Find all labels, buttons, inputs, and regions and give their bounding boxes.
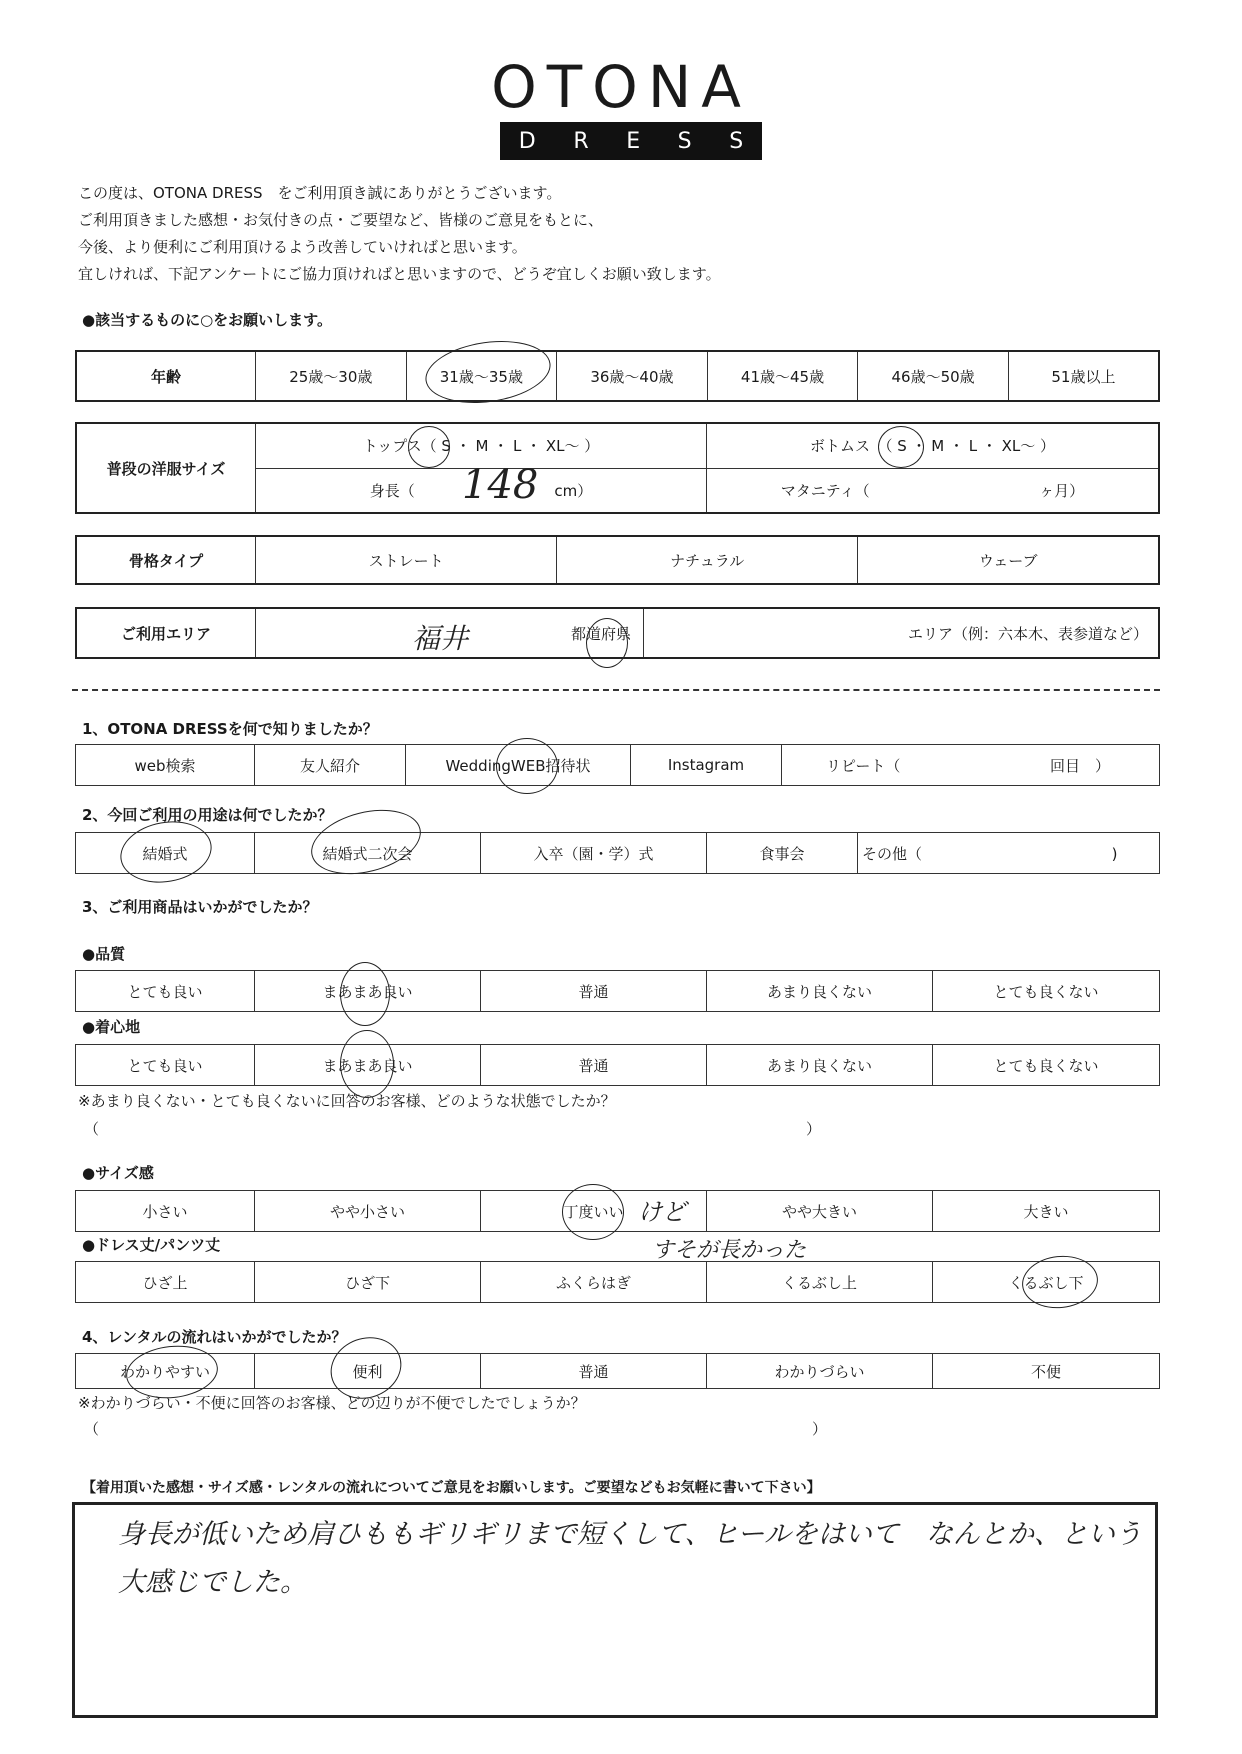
mark-circle xyxy=(340,962,390,1026)
comfort-option[interactable]: とても良くない xyxy=(933,1045,1160,1086)
q2-option[interactable]: 入卒（園・学）式 xyxy=(481,833,707,874)
logo-letter: D xyxy=(518,128,536,154)
length-option[interactable]: ひざ上 xyxy=(76,1262,255,1303)
mark-circle xyxy=(115,814,216,889)
size-label: 普段の洋服サイズ xyxy=(76,423,256,513)
q3-title: 3、ご利用商品はいかがでしたか？ xyxy=(82,898,318,916)
length-table xyxy=(75,1261,1160,1303)
mark-circle xyxy=(408,426,450,468)
length-option[interactable]: ふくらはぎ xyxy=(481,1262,707,1303)
q4-answer-close: ） xyxy=(812,1420,828,1438)
length-option[interactable]: くるぶし上 xyxy=(707,1262,933,1303)
maternity-prefix: マタニティ（ xyxy=(780,481,870,500)
logo-letter: E xyxy=(626,128,641,154)
body-type-option[interactable]: ナチュラル xyxy=(557,536,858,584)
intro-line: この度は、OTONA DRESS をご利用頂き誠にありがとうございます。 xyxy=(78,184,562,202)
maternity-field[interactable] xyxy=(707,468,1160,513)
section-divider xyxy=(72,689,1160,691)
handwritten-fit-note: けど xyxy=(638,1198,686,1226)
intro-line: 今後、より便利にご利用頂けるよう改善していければと思います。 xyxy=(78,238,527,256)
comfort-label: ●着心地 xyxy=(82,1018,141,1036)
other-close: ) xyxy=(1111,844,1118,863)
quality-option[interactable]: とても良い xyxy=(76,971,255,1012)
age-table xyxy=(75,350,1160,402)
fit-option[interactable]: やや大きい xyxy=(707,1191,933,1232)
handwritten-prefecture: 福井 xyxy=(412,622,469,655)
q4-option[interactable]: わかりづらい xyxy=(707,1354,933,1389)
comfort-option[interactable]: あまり良くない xyxy=(707,1045,933,1086)
q4-answer-open: （ xyxy=(84,1420,100,1438)
q1-option[interactable]: Instagram xyxy=(631,745,782,786)
fit-option[interactable]: やや小さい xyxy=(255,1191,481,1232)
size-table xyxy=(75,422,1160,514)
repeat-count-label: 回目 ） xyxy=(1049,756,1110,775)
q2-table xyxy=(75,832,1160,874)
intro-line: ご利用頂きました感想・お気付きの点・ご要望など、皆様のご意見をもとに、 xyxy=(78,211,604,229)
body-type-label: 骨格タイプ xyxy=(76,536,256,584)
quality-option[interactable]: 普通 xyxy=(481,971,707,1012)
q1-table xyxy=(75,744,1160,786)
q2-title: 2、今回ご利用の用途は何でしたか？ xyxy=(82,806,333,824)
quality-table xyxy=(75,970,1160,1012)
length-label: ●ドレス丈/パンツ丈 xyxy=(82,1236,221,1254)
q4-table xyxy=(75,1353,1160,1389)
age-option[interactable]: 31歳～35歳 xyxy=(406,351,557,401)
bottoms-size[interactable]: ボトムス （ S ・ M ・ L ・ XL～ ） xyxy=(707,423,1160,468)
q1-option[interactable]: WeddingWEB招待状 xyxy=(406,745,631,786)
handwritten-comment-line1: 身長が低いため肩ひももギリギリまで短くして、ヒールをはいて なんとか、という xyxy=(118,1519,1142,1550)
body-type-option[interactable]: ウェーブ xyxy=(858,536,1159,584)
age-option[interactable]: 51歳以上 xyxy=(1008,351,1159,401)
fit-label: ●サイズ感 xyxy=(82,1164,154,1182)
comment-title: 【着用頂いた感想・サイズ感・レンタルの流れについてご意見をお願いします。ご要望などもお気軽に書いて下さい】 xyxy=(82,1480,821,1496)
other-label: その他（ xyxy=(862,844,923,863)
comfort-answer-open: （ xyxy=(84,1120,100,1138)
comfort-option[interactable]: 普通 xyxy=(481,1045,707,1086)
mark-circle xyxy=(496,738,558,794)
fit-option[interactable]: 丁度いい xyxy=(481,1191,707,1232)
comfort-note: ※あまり良くない・とても良くないに回答のお客様、どのような状態でしたか？ xyxy=(78,1092,616,1110)
handwritten-height: 148 xyxy=(462,462,539,508)
age-option[interactable]: 46歳～50歳 xyxy=(858,351,1009,401)
quality-option[interactable]: あまり良くない xyxy=(707,971,933,1012)
height-suffix: cm） xyxy=(554,481,593,500)
maternity-suffix: ヶ月） xyxy=(1039,481,1085,500)
body-type-table xyxy=(75,535,1160,585)
prefecture-suffix: 都道府県 xyxy=(570,624,631,643)
quality-option[interactable]: まあまあ良い xyxy=(255,971,481,1012)
quality-label: ●品質 xyxy=(82,945,126,963)
q1-title: 1、OTONA DRESSを何で知りましたか？ xyxy=(82,720,378,738)
age-label: 年齢 xyxy=(76,351,256,401)
age-option[interactable]: 36歳～40歳 xyxy=(557,351,708,401)
q1-option[interactable]: web検索 xyxy=(76,745,255,786)
comfort-option[interactable]: とても良い xyxy=(76,1045,255,1086)
q4-option[interactable]: 不便 xyxy=(933,1354,1160,1389)
q1-option-repeat[interactable] xyxy=(782,745,1160,786)
intro-text xyxy=(78,180,721,288)
logo-letter: S xyxy=(729,128,744,154)
comfort-table xyxy=(75,1044,1160,1086)
q4-option[interactable]: 普通 xyxy=(481,1354,707,1389)
quality-option[interactable]: とても良くない xyxy=(933,971,1160,1012)
fit-option[interactable]: 小さい xyxy=(76,1191,255,1232)
q4-option[interactable]: わかりやすい xyxy=(76,1354,255,1389)
length-option[interactable]: くるぶし下 xyxy=(933,1262,1160,1303)
mark-circle xyxy=(878,426,924,468)
logo-letter: R xyxy=(573,128,589,154)
area-label: ご利用エリア xyxy=(76,608,256,658)
age-option[interactable]: 25歳～30歳 xyxy=(256,351,407,401)
comfort-answer-close: ） xyxy=(806,1120,822,1138)
q4-title: 4、レンタルの流れはいかがでしたか？ xyxy=(82,1328,347,1346)
height-prefix: 身長（ xyxy=(369,481,415,500)
mark-circle xyxy=(586,618,628,668)
fit-option[interactable]: 大きい xyxy=(933,1191,1160,1232)
mark-circle xyxy=(340,1030,394,1098)
comfort-option[interactable]: まあまあ良い xyxy=(255,1045,481,1086)
q4-option[interactable]: 便利 xyxy=(255,1354,481,1389)
logo-letter: S xyxy=(677,128,692,154)
q2-option[interactable]: 結婚式 xyxy=(76,833,255,874)
q1-option[interactable]: 友人紹介 xyxy=(255,745,406,786)
handwritten-length-note: すそが長かった xyxy=(652,1238,807,1263)
tops-size[interactable]: トップス（ S ・ M ・ L ・ XL～ ） xyxy=(256,423,707,468)
q2-option-other[interactable] xyxy=(858,833,1160,874)
q4-note: ※わかりづらい・不便に回答のお客様、どの辺りが不便でしたでしょうか？ xyxy=(78,1394,586,1412)
age-option[interactable]: 41歳～45歳 xyxy=(707,351,858,401)
instruction: ●該当するものに○をお願いします。 xyxy=(82,311,332,329)
body-type-option[interactable]: ストレート xyxy=(256,536,557,584)
handwritten-comment-line2: 大感じでした。 xyxy=(118,1567,307,1598)
repeat-label: リピート（ xyxy=(826,756,901,775)
brand-logo: OTONA xyxy=(491,53,751,121)
area-field[interactable]: エリア（例：六本木、表参道など） xyxy=(644,608,1160,658)
length-option[interactable]: ひざ下 xyxy=(255,1262,481,1303)
brand-logo-sub xyxy=(500,122,762,160)
q2-option[interactable]: 結婚式二次会 xyxy=(255,833,481,874)
q2-option[interactable]: 食事会 xyxy=(707,833,858,874)
intro-line: 宜しければ、下記アンケートにご協力頂ければと思いますので、どうぞ宜しくお願い致します。 xyxy=(78,265,721,283)
mark-circle xyxy=(562,1184,624,1240)
